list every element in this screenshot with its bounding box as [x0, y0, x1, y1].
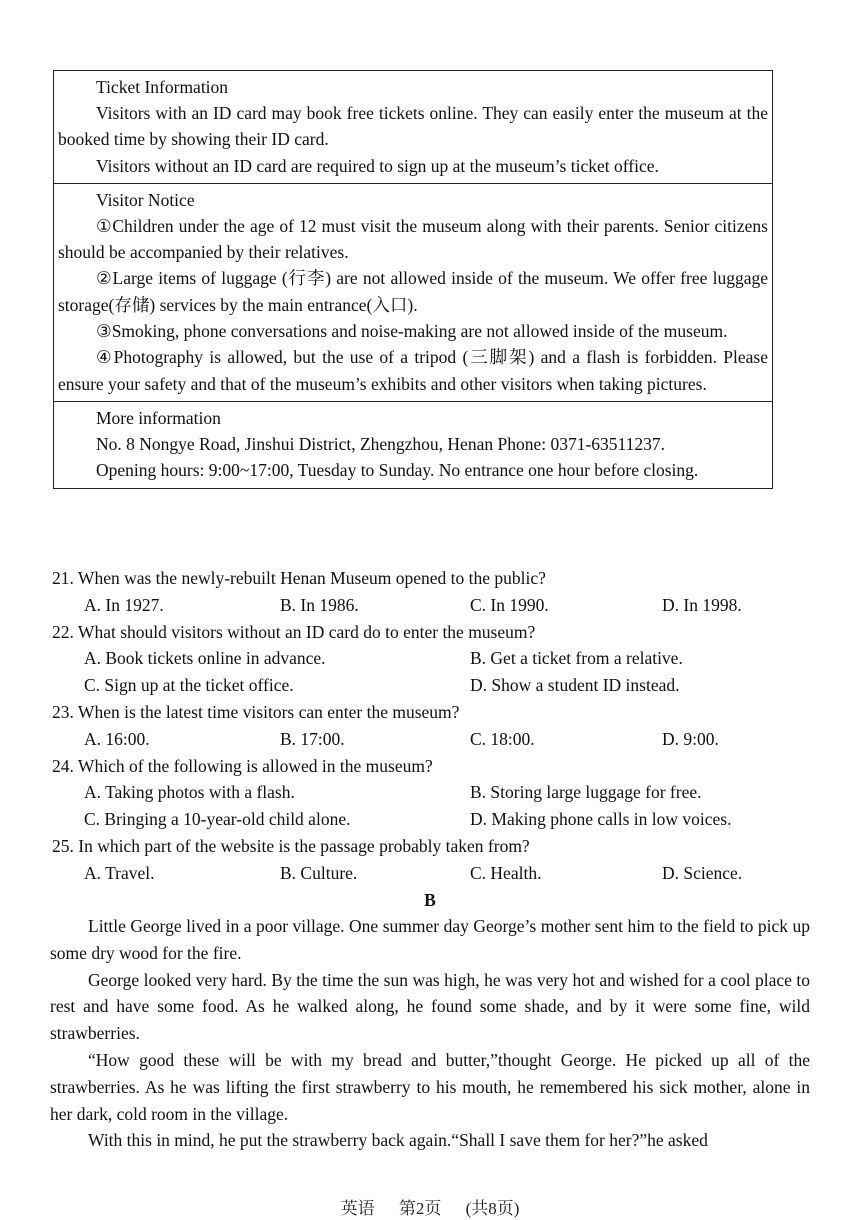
- story-paragraph-2: George looked very hard. By the time the sun was high, he was very hot and wished for a cool place to rest and have some food. As he walked along, he found some shade, and by it were some fine, wild strawberries.: [50, 969, 810, 1044]
- ticket-paragraph-2: Visitors without an ID card are required to sign up at the museum’s ticket office.: [96, 155, 659, 176]
- ticket-information-section: [54, 71, 772, 184]
- option-d: D. 9:00.: [662, 728, 719, 749]
- options-24-row-2: [52, 806, 792, 833]
- option-a: A. 16:00.: [84, 728, 150, 749]
- notice-item-2: ②Large items of luggage (行李) are not allowed inside of the museum. We offer free luggage storage(存储) services by the main entrance(入口).: [58, 268, 768, 315]
- question-list: [52, 565, 792, 887]
- option-c: C. 18:00.: [470, 728, 535, 749]
- option-a: A. Book tickets online in advance.: [84, 648, 326, 669]
- option-b: B. Get a ticket from a relative.: [470, 648, 683, 669]
- ticket-information-title: Ticket Information: [96, 77, 229, 97]
- footer-total-pages: (共8页): [465, 1199, 520, 1218]
- option-d: D. Science.: [662, 862, 743, 883]
- question-24: 24. Which of the following is allowed in the museum?: [52, 755, 433, 776]
- options-24-row-1: [52, 779, 792, 806]
- option-a: A. Taking photos with a flash.: [84, 782, 295, 803]
- option-a: A. In 1927.: [84, 594, 164, 615]
- options-23: [52, 726, 792, 753]
- option-d: D. Making phone calls in low voices.: [470, 809, 732, 830]
- option-b: B. Culture.: [280, 862, 358, 883]
- question-22: 22. What should visitors without an ID card do to enter the museum?: [52, 621, 536, 642]
- option-b: B. Storing large luggage for free.: [470, 782, 702, 803]
- ticket-paragraph-1: Visitors with an ID card may book free tickets online. They can easily enter the museum at the booked time by showing their ID card.: [58, 103, 768, 150]
- option-c: C. Health.: [470, 862, 542, 883]
- options-21: [52, 592, 792, 619]
- footer-page-number: 第2页: [398, 1199, 442, 1218]
- notice-item-3: ③Smoking, phone conversations and noise-making are not allowed inside of the museum.: [96, 321, 728, 342]
- option-c: C. Sign up at the ticket office.: [84, 675, 294, 696]
- notice-item-1: ①Children under the age of 12 must visit the museum along with their parents. Senior citizens should be accompanied by their relatives.: [58, 215, 768, 263]
- option-a: A. Travel.: [84, 862, 155, 883]
- option-d: D. Show a student ID instead.: [470, 675, 680, 696]
- question-21: 21. When was the newly-rebuilt Henan Museum opened to the public?: [52, 568, 546, 588]
- visitor-notice-title: Visitor Notice: [96, 189, 195, 210]
- options-25: [52, 860, 792, 887]
- visitor-notice-section: [54, 184, 772, 402]
- options-22-row-2: [52, 672, 792, 699]
- question-25: 25. In which part of the website is the passage probably taken from?: [52, 835, 530, 856]
- option-b: B. In 1986.: [280, 594, 359, 615]
- option-d: D. In 1998.: [662, 594, 742, 615]
- section-b-heading: B: [424, 890, 436, 910]
- option-c: C. Bringing a 10-year-old child alone.: [84, 809, 351, 830]
- notice-item-4: ④Photography is allowed, but the use of a tripod (三脚架) and a flash is forbidden. Please ensure your safety and that of the museum’s exhibits and other visitors when taking pictures.: [58, 347, 768, 394]
- passage-b: [50, 913, 810, 1154]
- more-information-title: More information: [96, 407, 221, 428]
- page-footer: [0, 1198, 860, 1220]
- museum-info-box: [53, 70, 773, 489]
- story-paragraph-4: With this in mind, he put the strawberry back again.“Shall I save them for her?”he asked: [88, 1130, 708, 1151]
- opening-hours: Opening hours: 9:00~17:00, Tuesday to Sunday. No entrance one hour before closing.: [96, 460, 699, 481]
- option-c: C. In 1990.: [470, 594, 549, 615]
- address-line: No. 8 Nongye Road, Jinshui District, Zhengzhou, Henan Phone: 0371-63511237.: [96, 433, 666, 454]
- story-paragraph-1: Little George lived in a poor village. One summer day George’s mother sent him to the field to pick up some dry wood for the fire.: [50, 916, 810, 963]
- footer-subject: 英语: [340, 1199, 375, 1218]
- question-23: 23. When is the latest time visitors can enter the museum?: [52, 701, 460, 722]
- story-paragraph-3: “How good these will be with my bread and butter,”thought George. He picked up all of the strawberries. As he was lifting the first strawberry to his mouth, he remembered his sick mother, alone in her dark, cold room in the village.: [50, 1049, 810, 1124]
- option-b: B. 17:00.: [280, 728, 345, 749]
- options-22-row-1: [52, 645, 792, 672]
- more-information-section: [54, 402, 772, 488]
